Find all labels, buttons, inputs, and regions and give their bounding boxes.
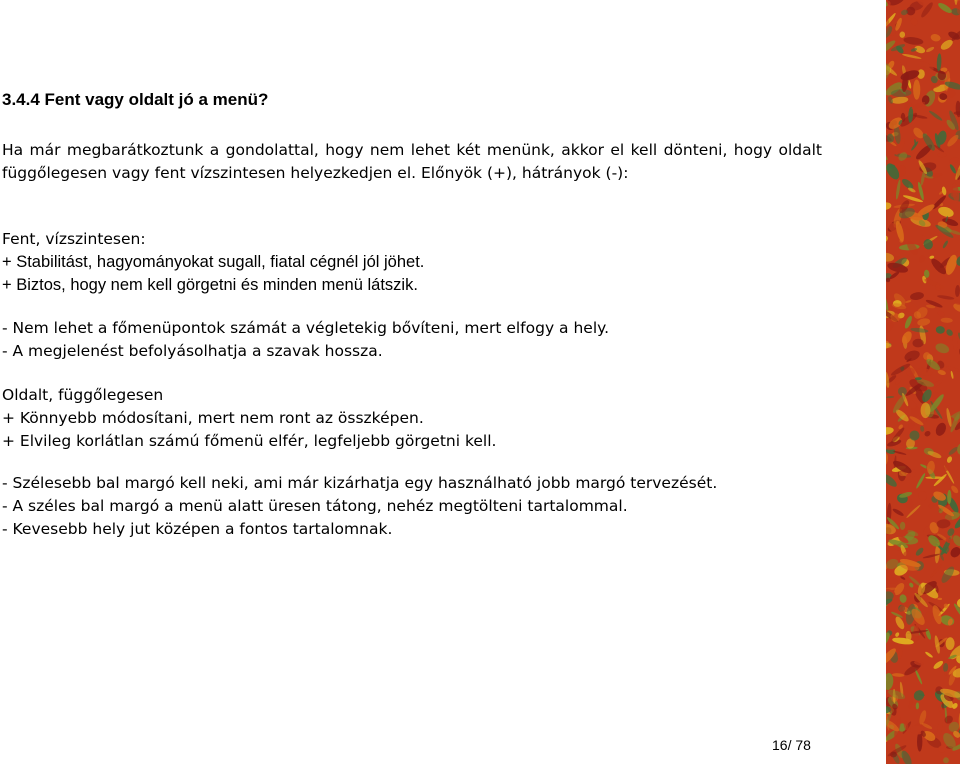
top-pro-item: + Stabilitást, hagyományokat sugall, fiatal cégnél jól jöhet.	[2, 253, 425, 271]
top-menu-cons	[2, 317, 822, 363]
decorative-painting-strip	[886, 0, 960, 764]
side-menu-pros	[2, 384, 822, 453]
painting-texture	[886, 0, 960, 764]
side-menu-cons	[2, 472, 822, 541]
top-pro-item: + Biztos, hogy nem kell görgetni és minden menü látszik.	[2, 276, 418, 294]
section-heading: 3.4.4 Fent vagy oldalt jó a menü?	[2, 90, 269, 109]
page-number: 16/ 78	[772, 737, 811, 753]
top-section-title: Fent, vízszintesen:	[2, 230, 146, 248]
side-con-item: - Kevesebb hely jut középen a fontos tartalomnak.	[2, 520, 393, 538]
side-section-title: Oldalt, függőlegesen	[2, 386, 164, 404]
top-con-item: - Nem lehet a főmenüpontok számát a végletekig bővíteni, mert elfogy a hely.	[2, 319, 610, 337]
intro-text: Ha már megbarátkoztunk a gondolattal, hogy nem lehet két menünk, akkor el kell dönteni, hogy oldalt függőlegesen vagy fent vízszintesen helyezkedjen el. Előnyök (+), hátrányok (-):	[2, 141, 822, 182]
intro-paragraph	[2, 139, 822, 185]
side-pro-item: + Könnyebb módosítani, mert nem ront az összképen.	[2, 409, 424, 427]
side-con-item: - Szélesebb bal margó kell neki, ami már kizárhatja egy használható jobb margó tervezését.	[2, 474, 718, 492]
top-menu-pros	[2, 228, 822, 297]
side-pro-item: + Elvileg korlátlan számú főmenü elfér, legfeljebb görgetni kell.	[2, 432, 497, 450]
side-con-item: - A széles bal margó a menü alatt üresen tátong, nehéz megtölteni tartalommal.	[2, 497, 628, 515]
top-con-item: - A megjelenést befolyásolhatja a szavak hossza.	[2, 342, 383, 360]
